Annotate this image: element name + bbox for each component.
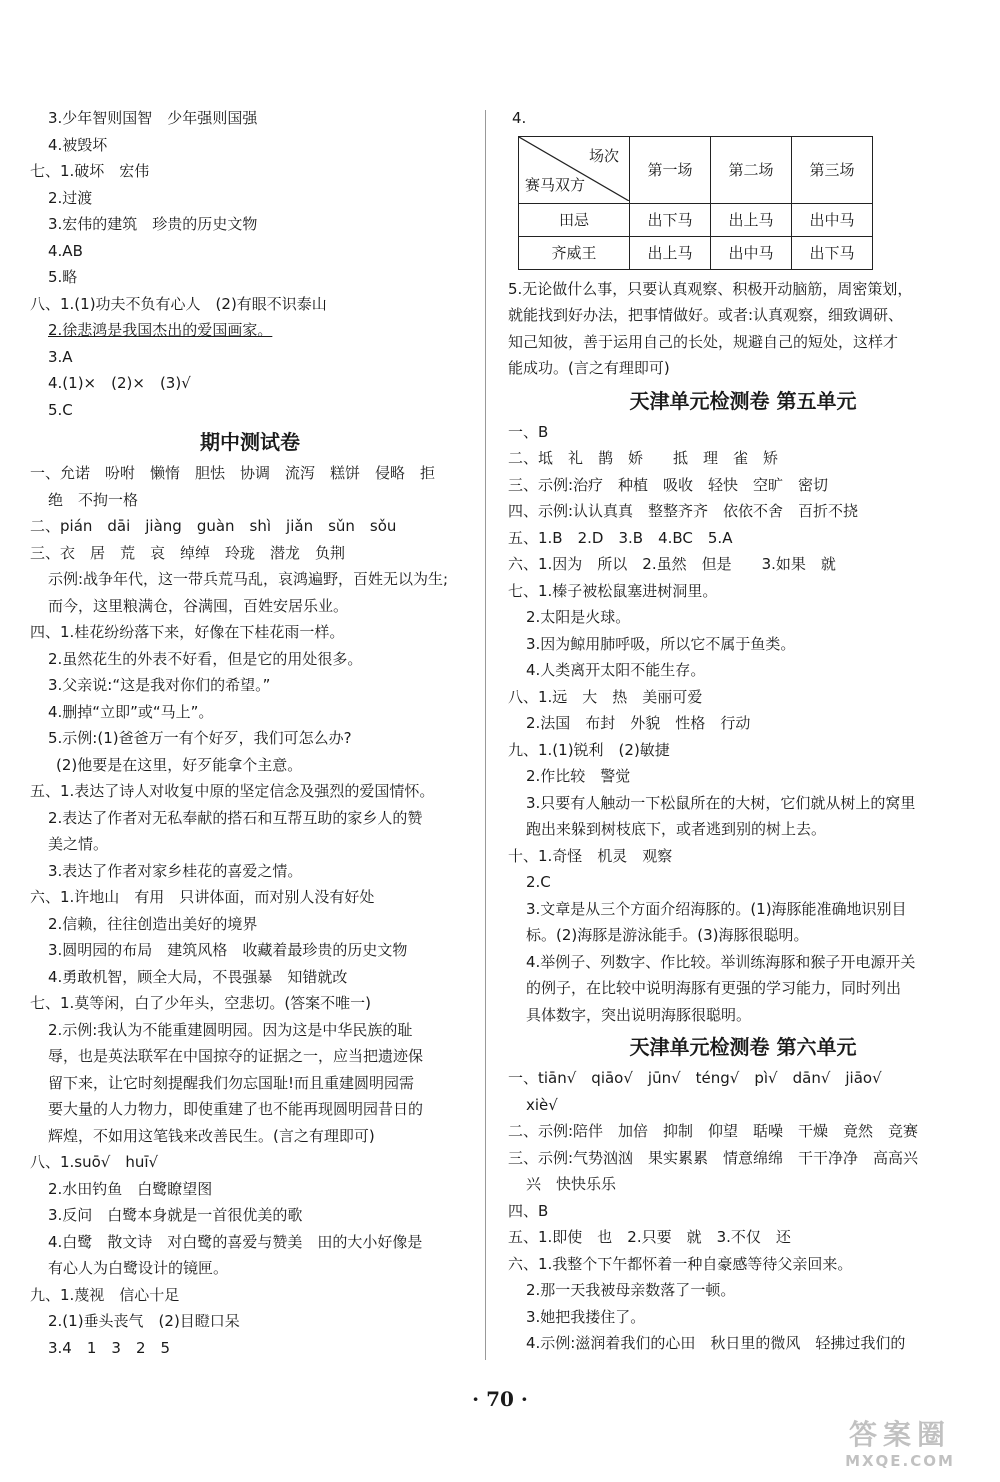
table-header: 第二场 [711, 136, 792, 203]
answer-line: 4.示例:滋润着我们的心田 秋日里的微风 轻拂过我们的 [526, 1334, 906, 1352]
column-divider [485, 110, 486, 1360]
answer-line: 三、示例:治疗 种植 吸收 轻快 空旷 密切 [508, 475, 829, 494]
answer-line: 三、衣 居 荒 哀 绰绰 玲珑 潜龙 负荆 [30, 543, 346, 562]
answer-line: 4.举例子、列数字、作比较。举训练海豚和猴子开电源开关 [526, 952, 916, 971]
answer-line: 4.删掉“立即”或“马上”。 [48, 702, 214, 721]
table-cell: 出中马 [792, 203, 873, 236]
table-header: 第一场 [630, 136, 711, 203]
answer-line: xiè√ [526, 1095, 558, 1114]
answer-line: 四、B [508, 1201, 549, 1220]
answer-line: 兴 快快乐乐 [526, 1175, 617, 1193]
question-4-label: 4. [512, 109, 527, 127]
answer-line: 二、pián dāi jiàng guàn shì jiǎn sǔn sǒu [30, 517, 397, 535]
answer-line: 3.父亲说:“这是我对你们的希望。” [48, 676, 271, 694]
answer-line: 美之情。 [48, 835, 109, 853]
section-title: 天津单元检测卷 第六单元 [629, 1035, 857, 1059]
answer-line: 六、1.因为 所以 2.虽然 但是 3.如果 就 [508, 555, 836, 573]
answer-line: 标。(2)海豚是游泳能手。(3)海豚很聪明。 [526, 926, 809, 944]
row-name: 田忌 [519, 203, 630, 236]
answer-line: 辉煌，不如用这笔钱来改善民生。(言之有理即可) [48, 1126, 375, 1145]
answer-line: 2.示例:我认为不能重建圆明园。因为这是中华民族的耻 [48, 1020, 413, 1039]
answer-line: 八、1.suō√ huī√ [30, 1153, 159, 1171]
answer-line: 4.人类离开太阳不能生存。 [526, 661, 706, 679]
answer-line: 知己知彼，善于运用自己的长处，规避自己的短处，这样才 [508, 332, 899, 351]
answer-line: 六、1.我整个下午都怀着一种自豪感等待父亲回来。 [508, 1254, 853, 1273]
answer-line: 的例子，在比较中说明海豚有更强的学习能力，同时列出 [526, 979, 902, 997]
answer-line: 3.少年智则国智 少年强则国强 [48, 109, 258, 127]
answer-line: 2.水田钓鱼 白鹭瞭望图 [48, 1179, 213, 1198]
answer-line: 3.她把我搂住了。 [526, 1307, 646, 1326]
answer-line: 一、tiān√ qiāo√ jūn√ téng√ pì√ dān√ jiāo√ [508, 1069, 882, 1087]
answer-line: 二、示例:陪伴 加倍 抑制 仰望 聒噪 干燥 竟然 竞赛 [508, 1122, 919, 1140]
answer-line: 2.(1)垂头丧气 (2)目瞪口呆 [48, 1312, 240, 1330]
answer-line: 3.圆明园的布局 建筑风格 收藏着最珍贵的历史文物 [48, 941, 408, 959]
answer-line: 3.因为鲸用肺呼吸，所以它不属于鱼类。 [526, 634, 796, 653]
answer-line: 2.信赖，往往创造出美好的境界 [48, 914, 258, 933]
answer-line: 七、1.榛子被松鼠塞进树洞里。 [508, 581, 718, 600]
table-cell: 出上马 [711, 203, 792, 236]
answer-line: 七、1.莫等闲，白了少年头，空悲切。(答案不唯一) [30, 994, 372, 1012]
answer-line: 4.勇敢机智，顾全大局，不畏强暴 知错就改 [48, 967, 348, 986]
answer-line: 要大量的人力物力，即使重建了也不能再现圆明园昔日的 [48, 1100, 424, 1118]
table-cell: 出中马 [711, 236, 792, 269]
watermark-text: 答案圈 [848, 1418, 951, 1451]
answer-line: 3.反问 白鹭本身就是一首很优美的歌 [48, 1206, 303, 1224]
answer-line: 3.表达了作者对家乡桂花的喜爱之情。 [48, 861, 303, 880]
table-cell: 出下马 [792, 236, 873, 269]
row-name: 齐威王 [519, 236, 630, 269]
answer-line: 5.无论做什么事，只要认真观察、积极开动脑筋，周密策划， [508, 279, 913, 298]
watermark-logo [820, 1418, 980, 1478]
answer-line: 3.宏伟的建筑 珍贵的历史文物 [48, 215, 258, 233]
section-title: 期中测试卷 [200, 430, 300, 454]
answer-line: 3.4 1 3 2 5 [48, 1338, 171, 1357]
answer-line: 而今，这里粮满仓，谷满囤，百姓安居乐业。 [48, 596, 349, 615]
watermark-url: MXQE.COM [845, 1452, 955, 1470]
answer-line: 二、坻 礼 鹊 娇 抵 理 雀 矫 [508, 449, 779, 467]
answer-line: 四、1.桂花纷纷落下来，好像在下桂花雨一样。 [30, 623, 345, 641]
answer-line: 五、1.B 2.D 3.B 4.BC 5.A [508, 528, 733, 547]
answer-line: 一、允诺 吩咐 懒惰 胆怯 协调 流泻 糕饼 侵略 拒 [30, 464, 436, 482]
answer-line: 辱，也是英法联军在中国掠夺的证据之一，应当把遗迹保 [48, 1047, 424, 1065]
answer-line: 就能找到好办法，把事情做好。或者:认真观察，细致调研、 [508, 306, 904, 324]
answer-line: 2.过渡 [48, 188, 93, 207]
answer-line: 2.C [526, 873, 551, 891]
answer-line: 留下来，让它时刻提醒我们勿忘国耻!而且重建圆明园需 [48, 1073, 415, 1092]
answer-line: 3.只要有人触动一下松鼠所在的大树，它们就从树上的窝里 [526, 793, 916, 812]
answer-line: 绝 不拘一格 [48, 490, 139, 509]
answer-line: 十、1.奇怪 机灵 观察 [508, 846, 673, 865]
answer-line-underlined: 2.徐悲鸿是我国杰出的爱国画家。 [48, 321, 273, 339]
answer-line: 四、示例:认认真真 整整齐齐 依依不舍 百折不挠 [508, 502, 859, 520]
answer-line: 八、1.(1)功夫不负有心人 (2)有眼不识泰山 [30, 294, 327, 313]
answer-line: (2)他要是在这里，好歹能拿个主意。 [56, 755, 303, 774]
answer-line: 九、1.(1)锐利 (2)敏捷 [508, 740, 670, 759]
answer-line: 5.略 [48, 268, 78, 286]
answer-line: 2.太阳是火球。 [526, 608, 631, 626]
answer-line: 能成功。(言之有理即可) [508, 359, 670, 377]
right-column [508, 105, 978, 1357]
page-number: · 70 · [472, 1387, 528, 1411]
answer-line: 3.文章是从三个方面介绍海豚的。(1)海豚能准确地识别目 [526, 899, 907, 918]
table-row [519, 236, 873, 269]
corner-label-sides: 赛马双方 [525, 175, 586, 194]
answer-line: 5.C [48, 400, 73, 419]
answer-line: 4.被毁坏 [48, 135, 108, 154]
answer-line: 五、1.表达了诗人对收复中原的坚定信念及强烈的爱国情怀。 [30, 782, 435, 800]
answer-line: 5.示例:(1)爸爸万一有个好歹，我们可怎么办? [48, 729, 352, 747]
answer-line: 4.(1)× (2)× (3)√ [48, 374, 191, 392]
answer-line: 3.A [48, 347, 73, 366]
answer-line: 一、B [508, 422, 549, 441]
answer-line: 示例:战争年代，这一带兵荒马乱，哀鸿遍野，百姓无以为生; [48, 570, 449, 588]
answer-line: 2.表达了作者对无私奉献的搭石和互帮互助的家乡人的赞 [48, 808, 423, 827]
table-corner-cell [519, 136, 630, 203]
answer-line: 跑出来躲到树枝底下，或者逃到别的树上去。 [526, 820, 827, 838]
answer-line: 4.AB [48, 241, 83, 260]
answer-line: 六、1.许地山 有用 只讲体面，而对别人没有好处 [30, 888, 375, 906]
horse-race-table [518, 136, 873, 270]
table-cell: 出下马 [630, 203, 711, 236]
table-cell: 出上马 [630, 236, 711, 269]
left-column [30, 105, 470, 1361]
answer-line: 七、1.破坏 宏伟 [30, 162, 150, 180]
answer-line: 2.那一天我被母亲数落了一顿。 [526, 1281, 736, 1299]
answer-line: 2.法国 布封 外貌 性格 行动 [526, 714, 751, 732]
answer-line: 五、1.即使 也 2.只要 就 3.不仅 还 [508, 1228, 791, 1246]
answer-line: 三、示例:气势汹汹 果实累累 情意绵绵 干干净净 高高兴 [508, 1148, 919, 1167]
answer-line: 八、1.远 大 热 美丽可爱 [508, 687, 703, 706]
answer-line: 九、1.蔑视 信心十足 [30, 1285, 180, 1304]
section-title: 天津单元检测卷 第五单元 [629, 388, 857, 413]
right-answers [508, 276, 978, 1357]
corner-label-rounds: 场次 [588, 146, 619, 165]
answer-line: 具体数字，突出说明海豚很聪明。 [526, 1005, 752, 1024]
answer-line: 有心人为白鹭设计的镜匣。 [48, 1259, 229, 1277]
table-row [519, 203, 873, 236]
answer-line: 2.作比较 警觉 [526, 767, 631, 785]
table-header: 第三场 [792, 136, 873, 203]
answer-line: 2.虽然花生的外表不好看，但是它的用处很多。 [48, 649, 363, 668]
answer-line: 4.白鹭 散文诗 对白鹭的喜爱与赞美 田的大小好像是 [48, 1232, 423, 1251]
